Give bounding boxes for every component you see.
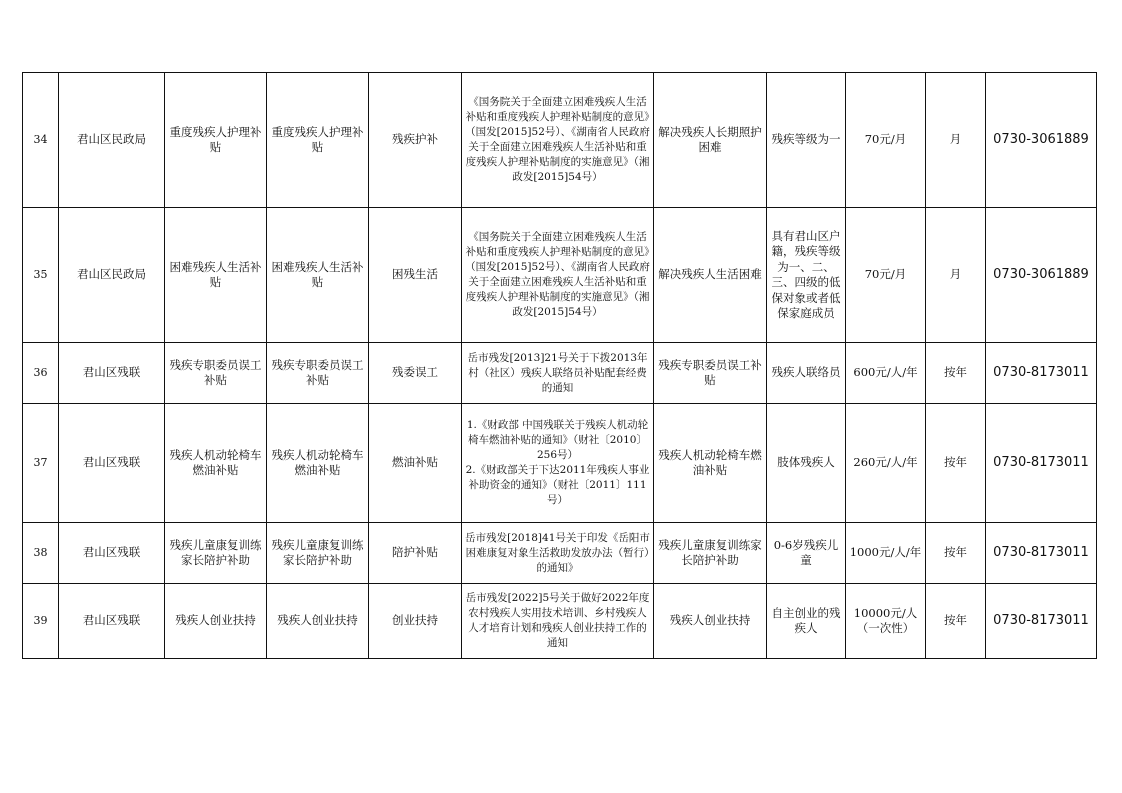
table-row — [23, 73, 1097, 208]
purpose-cell: 残疾儿童康复训练家长陪护补助 — [654, 523, 767, 584]
frequency-cell: 月 — [926, 208, 986, 343]
policy-basis-cell: 《国务院关于全面建立困难残疾人生活补贴和重度残疾人护理补贴制度的意见》（国发[2015]52号）、《湖南省人民政府关于全面建立困难残疾人生活补贴和重度残疾人护理补贴制度的实施意见》（湘政发[2015]54号） — [462, 73, 654, 208]
department-cell: 君山区残联 — [59, 523, 165, 584]
standard-cell: 260元/人/年 — [846, 404, 926, 523]
purpose-cell: 残疾人创业扶持 — [654, 584, 767, 659]
subsidy-item-cell: 重度残疾人护理补贴 — [165, 73, 267, 208]
phone-cell: 0730-3061889 — [986, 73, 1097, 208]
purpose-cell: 解决残疾人长期照护困难 — [654, 73, 767, 208]
purpose-cell: 残疾人机动轮椅车燃油补贴 — [654, 404, 767, 523]
subsidy-item-cell: 残疾人机动轮椅车燃油补贴 — [165, 404, 267, 523]
target-cell: 残疾等级为一 — [767, 73, 846, 208]
subsidy-item-cell: 残疾人创业扶持 — [165, 584, 267, 659]
policy-basis-cell: 1.《财政部 中国残联关于残疾人机动轮椅车燃油补贴的通知》（财社〔2010〕256号） 2.《财政部关于下达2011年残疾人事业补助资金的通知》（财社〔2011〕111号） — [462, 404, 654, 523]
category-cell: 残疾护补 — [369, 73, 462, 208]
policy-basis-cell: 岳市残发[2013]21号关于下拨2013年村（社区）残疾人联络员补贴配套经费的通知 — [462, 343, 654, 404]
target-cell: 自主创业的残疾人 — [767, 584, 846, 659]
standard-cell: 10000元/人（一次性） — [846, 584, 926, 659]
phone-cell: 0730-8173011 — [986, 343, 1097, 404]
policy-basis-cell: 岳市残发[2018]41号关于印发《岳阳市困难康复对象生活救助发放办法（暂行）的通知》 — [462, 523, 654, 584]
table-row — [23, 523, 1097, 584]
subsidy-subitem-cell: 残疾儿童康复训练家长陪护补助 — [267, 523, 369, 584]
target-cell: 0-6岁残疾儿童 — [767, 523, 846, 584]
category-cell: 陪护补贴 — [369, 523, 462, 584]
category-cell: 困残生活 — [369, 208, 462, 343]
department-cell: 君山区残联 — [59, 584, 165, 659]
standard-cell: 70元/月 — [846, 208, 926, 343]
row-number: 34 — [23, 73, 59, 208]
purpose-cell: 解决残疾人生活困难 — [654, 208, 767, 343]
subsidy-table — [22, 72, 1097, 659]
subsidy-item-cell: 困难残疾人生活补贴 — [165, 208, 267, 343]
standard-cell: 600元/人/年 — [846, 343, 926, 404]
row-number: 38 — [23, 523, 59, 584]
table-row — [23, 404, 1097, 523]
policy-basis-cell: 《国务院关于全面建立困难残疾人生活补贴和重度残疾人护理补贴制度的意见》（国发[2015]52号）、《湖南省人民政府关于全面建立困难残疾人生活补贴和重度残疾人护理补贴制度的实施意见》（湘政发[2015]54号） — [462, 208, 654, 343]
table-row — [23, 343, 1097, 404]
category-cell: 燃油补贴 — [369, 404, 462, 523]
target-cell: 具有君山区户籍，残疾等级为一、二、三、四级的低保对象或者低保家庭成员 — [767, 208, 846, 343]
table-row — [23, 208, 1097, 343]
category-cell: 创业扶持 — [369, 584, 462, 659]
frequency-cell: 月 — [926, 73, 986, 208]
target-cell: 残疾人联络员 — [767, 343, 846, 404]
department-cell: 君山区残联 — [59, 343, 165, 404]
subsidy-item-cell: 残疾专职委员误工补贴 — [165, 343, 267, 404]
row-number: 37 — [23, 404, 59, 523]
standard-cell: 70元/月 — [846, 73, 926, 208]
subsidy-item-cell: 残疾儿童康复训练家长陪护补助 — [165, 523, 267, 584]
frequency-cell: 按年 — [926, 343, 986, 404]
subsidy-subitem-cell: 残疾人创业扶持 — [267, 584, 369, 659]
phone-cell: 0730-8173011 — [986, 404, 1097, 523]
subsidy-subitem-cell: 重度残疾人护理补贴 — [267, 73, 369, 208]
row-number: 35 — [23, 208, 59, 343]
table-row — [23, 584, 1097, 659]
row-number: 39 — [23, 584, 59, 659]
department-cell: 君山区残联 — [59, 404, 165, 523]
department-cell: 君山区民政局 — [59, 208, 165, 343]
standard-cell: 1000元/人/年 — [846, 523, 926, 584]
subsidy-subitem-cell: 残疾人机动轮椅车燃油补贴 — [267, 404, 369, 523]
phone-cell: 0730-8173011 — [986, 523, 1097, 584]
category-cell: 残委误工 — [369, 343, 462, 404]
target-cell: 肢体残疾人 — [767, 404, 846, 523]
purpose-cell: 残疾专职委员误工补贴 — [654, 343, 767, 404]
row-number: 36 — [23, 343, 59, 404]
policy-basis-cell: 岳市残发[2022]5号关于做好2022年度农村残疾人实用技术培训、乡村残疾人人才培育计划和残疾人创业扶持工作的通知 — [462, 584, 654, 659]
frequency-cell: 按年 — [926, 404, 986, 523]
phone-cell: 0730-3061889 — [986, 208, 1097, 343]
subsidy-subitem-cell: 困难残疾人生活补贴 — [267, 208, 369, 343]
frequency-cell: 按年 — [926, 523, 986, 584]
subsidy-subitem-cell: 残疾专职委员误工补贴 — [267, 343, 369, 404]
frequency-cell: 按年 — [926, 584, 986, 659]
phone-cell: 0730-8173011 — [986, 584, 1097, 659]
department-cell: 君山区民政局 — [59, 73, 165, 208]
